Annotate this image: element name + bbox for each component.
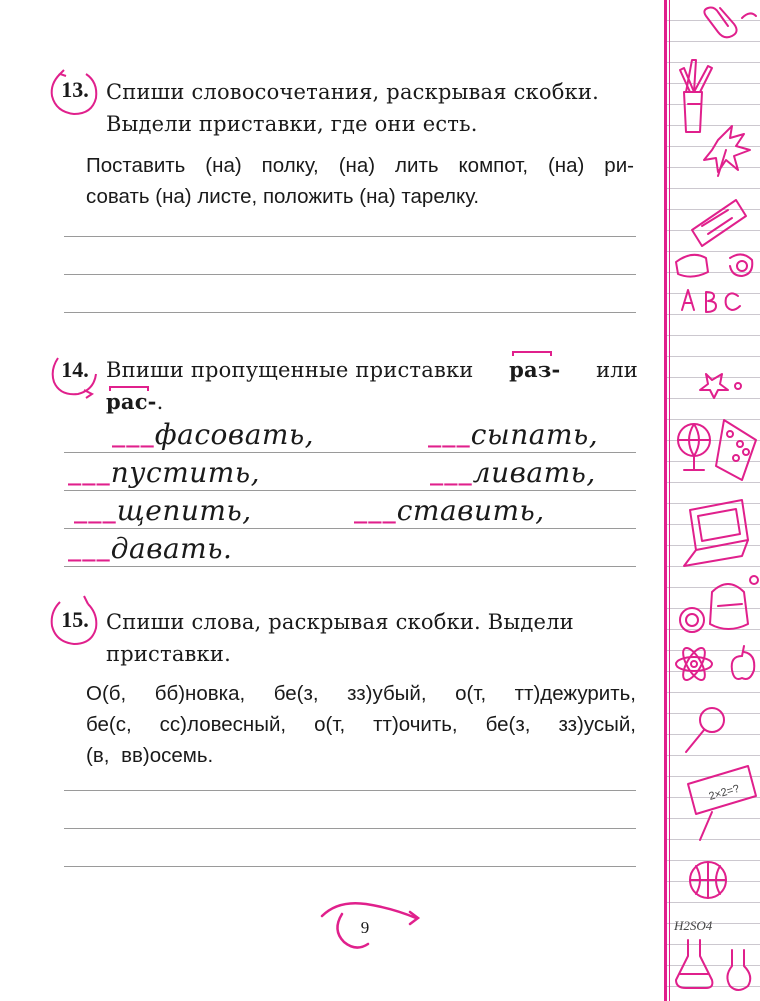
word-stem: сыпать, [470, 418, 599, 451]
margin-chalkboard-text: 2×2=? [707, 782, 741, 803]
instruction-line: Спиши словосочетания, раскрывая скобки. [106, 80, 599, 104]
writing-line [64, 274, 636, 275]
laptop-icon [684, 500, 748, 566]
writing-line [64, 490, 636, 491]
writing-line [64, 312, 636, 313]
prefix-blank[interactable]: ___ [430, 461, 473, 486]
exercise-number: 14. [61, 357, 89, 382]
exercise-15-text [86, 678, 636, 771]
margin-formula: H2SO4 [674, 918, 713, 933]
flower-icon [680, 608, 704, 632]
prefix-blank[interactable]: ___ [354, 499, 397, 524]
text-line: совать (на) листе, положить (на) тарелку. [86, 185, 480, 208]
writing-line [64, 866, 636, 867]
writing-line [64, 828, 636, 829]
abc-letters [682, 290, 740, 312]
exercise-14-badge [46, 344, 102, 400]
paperclip-icon [704, 8, 756, 38]
instruction-end: . [156, 390, 164, 414]
exercise-number: 13. [61, 77, 89, 102]
margin-line-thin [669, 0, 670, 1001]
prefix-raz: раз- [509, 354, 560, 386]
atom-icon [676, 645, 712, 683]
fill-in-word [428, 418, 598, 451]
backpack-icon [710, 576, 758, 629]
exercise-number: 15. [61, 607, 89, 632]
prefix-blank[interactable]: ___ [68, 461, 111, 486]
writing-line [64, 528, 636, 529]
text-line: О(б, бб)новка, бе(з, зз)убый, о(т, тт)дежурить, [86, 682, 636, 705]
apple-icon [732, 646, 755, 679]
basketball-icon [690, 862, 726, 898]
instruction-line: Выдели приставки, где они есть. [106, 112, 478, 136]
flask-icon [676, 940, 750, 990]
writing-line [64, 566, 636, 567]
prefix-blank[interactable]: ___ [74, 499, 117, 524]
magnifier-icon [686, 708, 724, 752]
fill-in-word [354, 494, 545, 527]
writing-line [64, 236, 636, 237]
fill-in-word [430, 456, 596, 489]
fill-in-word [68, 532, 232, 565]
leaf-icon [704, 126, 750, 176]
exercise-14-instruction [106, 354, 638, 418]
word-stem: щепить, [116, 494, 252, 527]
pencil-case-icon [692, 200, 746, 246]
exercise-13-instruction [106, 76, 638, 140]
paint-palette-icon [716, 420, 756, 480]
fill-in-word [74, 494, 252, 527]
instruction-line: приставки. [106, 642, 231, 666]
instruction-text: Впиши пропущенные приставки [106, 358, 474, 382]
ribbon-icon [700, 374, 741, 398]
exercise-15-badge [46, 594, 102, 650]
prefix-ras: рас- [106, 389, 157, 414]
exercise-15-instruction [106, 606, 638, 670]
prefix-blank[interactable]: ___ [112, 423, 155, 448]
page-number: 9 [360, 918, 370, 937]
fill-in-word [112, 418, 314, 451]
word-stem: фасовать, [154, 418, 315, 451]
eraser-icon [676, 254, 752, 276]
margin-line [664, 0, 667, 1001]
text-line: бе(с, сс)ловесный, о(т, тт)очить, бе(з, зз)усый, [86, 713, 636, 736]
chalkboard-icon [688, 766, 756, 840]
instruction-or: или [596, 358, 638, 382]
exercise-13-text [86, 150, 634, 212]
text-line: Поставить (на) полку, (на) лить компот, (на) ри- [86, 154, 634, 177]
pencils-icon [680, 60, 712, 132]
writing-line [64, 790, 636, 791]
exercise-13-badge [46, 64, 102, 120]
text-line: (в, вв)осемь. [86, 744, 214, 767]
word-stem: давать. [110, 532, 233, 565]
word-stem: пустить, [110, 456, 260, 489]
instruction-line: Спиши слова, раскрывая скобки. Выдели [106, 610, 574, 634]
word-stem: ливать, [472, 456, 596, 489]
fill-in-word [68, 456, 260, 489]
margin-doodles [672, 0, 760, 1001]
globe-icon [678, 424, 710, 470]
word-stem: ставить, [396, 494, 545, 527]
writing-line [64, 452, 636, 453]
prefix-blank[interactable]: ___ [68, 537, 111, 562]
prefix-blank[interactable]: ___ [428, 423, 471, 448]
